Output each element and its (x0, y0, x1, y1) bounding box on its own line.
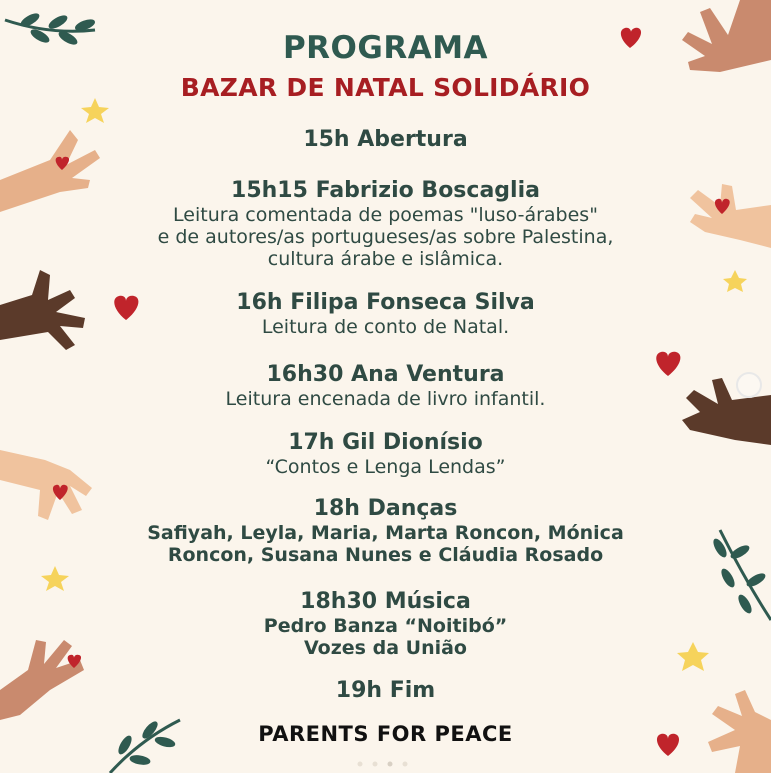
schedule-item-dances (100, 496, 671, 566)
schedule-description: Safiyah, Leyla, Maria, Marta Roncon, Mónica (147, 522, 624, 544)
schedule-heading: 17h Gil Dionísio (288, 430, 483, 455)
leaf-branch-icon (712, 530, 771, 620)
schedule-heading: 18h30 Música (300, 589, 471, 614)
hand-icon (0, 270, 85, 350)
footer-organizer: PARENTS FOR PEACE (258, 722, 513, 746)
carousel-dot (373, 762, 378, 767)
carousel-next-button[interactable] (736, 372, 762, 398)
hand-icon (0, 640, 84, 720)
schedule-item-fabrizio (100, 178, 671, 270)
schedule-heading: 16h30 Ana Ventura (266, 362, 505, 387)
schedule-description: Roncon, Susana Nunes e Cláudia Rosado (167, 544, 604, 566)
hand-icon (0, 130, 100, 212)
schedule-heading: 19h Fim (335, 678, 436, 703)
schedule-heading: 16h Filipa Fonseca Silva (236, 290, 535, 315)
leaf-branch-icon (5, 12, 96, 47)
schedule-description: Leitura de conto de Natal. (261, 316, 510, 338)
schedule-heading: 15h Abertura (303, 127, 468, 152)
schedule-heading: 15h15 Fabrizio Boscaglia (231, 178, 540, 203)
schedule-description: cultura árabe e islâmica. (267, 248, 504, 270)
hand-icon (0, 450, 92, 520)
carousel-dot (388, 762, 393, 767)
carousel-dots (330, 760, 450, 768)
program-title: PROGRAMA (282, 30, 489, 66)
schedule-item-opening (100, 127, 671, 153)
schedule-description: e de autores/as portugueses/as sobre Palestina, (157, 226, 614, 248)
carousel-dot (403, 762, 408, 767)
schedule-item-gil (100, 430, 671, 478)
event-subtitle: BAZAR DE NATAL SOLIDÁRIO (180, 73, 591, 102)
schedule-item-music (100, 589, 671, 659)
carousel-dot (358, 762, 363, 767)
schedule-description: “Contos e Lenga Lendas” (265, 456, 506, 478)
hand-icon (690, 184, 771, 248)
hand-icon (682, 0, 771, 72)
schedule-item-filipa (100, 290, 671, 338)
schedule-heading: 18h Danças (313, 496, 458, 521)
hand-icon (708, 690, 771, 773)
schedule-description: Pedro Banza “Noitibó” (263, 615, 508, 637)
schedule-description: Leitura encenada de livro infantil. (225, 388, 546, 410)
schedule-description: Vozes da União (304, 637, 467, 659)
schedule-description: Leitura comentada de poemas "luso-árabes" (173, 204, 598, 226)
schedule-item-ana (100, 362, 671, 410)
schedule-item-end (100, 678, 671, 704)
